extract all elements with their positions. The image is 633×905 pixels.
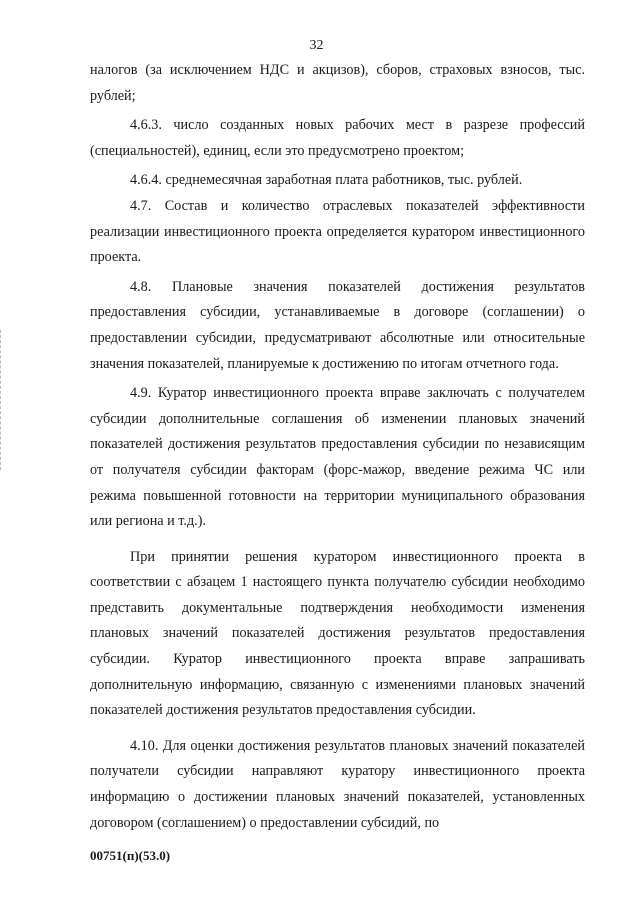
page-number: 32 [309, 38, 324, 53]
paragraph-4-6-3: 4.6.3. число созданных новых рабочих мест в разрезе профессий (специальностей), единиц, если это предусмотрено проектом; [90, 117, 585, 159]
document-body [90, 58, 585, 836]
paragraph-4-8: 4.8. Плановые значения показателей достижения результатов предоставления субсидии, устанавливаемые в договоре (соглашении) о предоставлении субсидии, предусматривают абсолютные или относительные значения показателей, планируемые к достижению по итогам отчетного года. [90, 278, 585, 372]
paragraph-4-10: 4.10. Для оценки достижения результатов плановых значений показателей получатели субсидии направляют куратору инвестиционного проекта информацию о достижении плановых значений показателей, установленных договором (соглашением) о предоставлении субсидий, по [90, 737, 585, 831]
paragraph-4-6-4: 4.6.4. среднемесячная заработная плата работников, тыс. рублей. [130, 172, 523, 189]
paragraph-4-9-continuation: При принятии решения куратором инвестиционного проекта в соответствии с абзацем 1 настоящего пункта получателю субсидии необходимо представить документальные подтверждения необходимости изменения плановых значений показателей достижения результатов предоставления субсидии. Куратор инвестиционного проекта вправе запрашивать дополнительную информацию, связанную с изменениями плановых значений показателей достижения результатов предоставления субсидии. [90, 548, 585, 719]
paragraph-4-7: 4.7. Состав и количество отраслевых показателей эффективности реализации инвестиционного проекта определяется куратором инвестиционного проекта. [90, 197, 585, 266]
paragraph-4-9: 4.9. Куратор инвестиционного проекта вправе заключать с получателем субсидии дополнительные соглашения об изменении плановых значений показателей достижения результатов предоставления субсидии по независящим от получателя субсидии факторам (форс-мажор, введение режима ЧС или режима повышенной готовности на территории муниципального образования или региона и т.д.). [90, 385, 585, 530]
document-code: 00751(п)(53.0) [90, 848, 171, 863]
paragraph-continuation: налогов (за исключением НДС и акцизов), сборов, страховых взносов, тыс. рублей; [90, 62, 585, 104]
scan-edge-marks [0, 330, 4, 470]
